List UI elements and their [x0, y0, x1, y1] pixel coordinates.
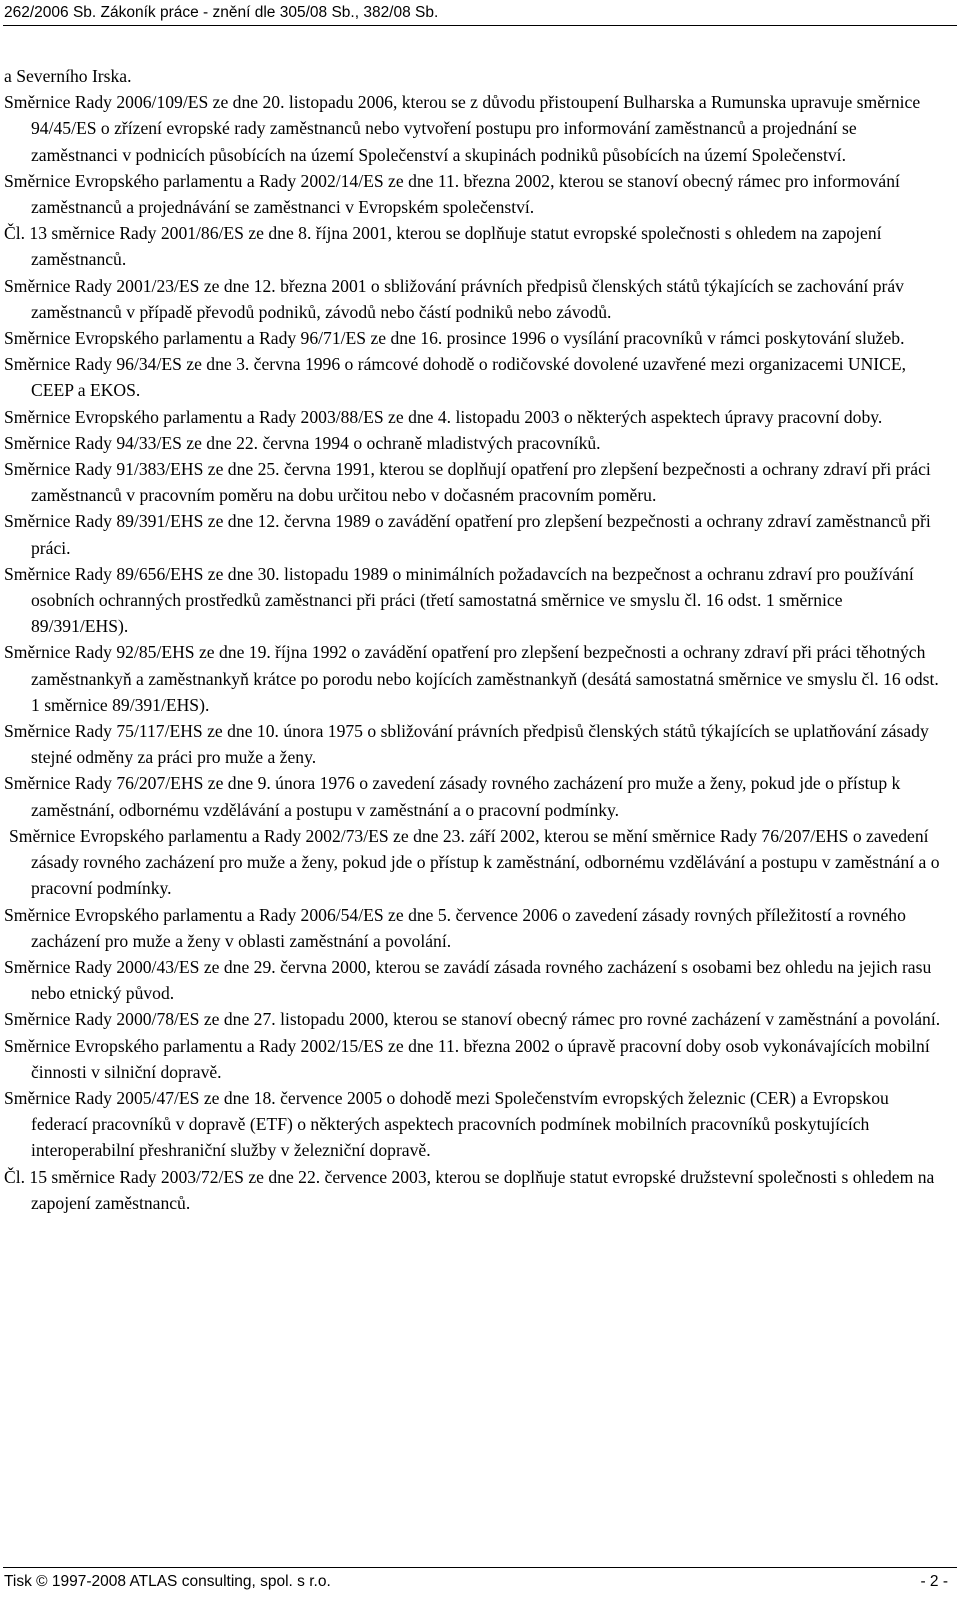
- footer-divider: [3, 1567, 957, 1568]
- list-item: Směrnice Evropského parlamentu a Rady 2003/88/ES ze dne 4. listopadu 2003 o některých aspektech úpravy pracovní doby.: [4, 406, 883, 427]
- running-header: 262/2006 Sb. Zákoník práce - znění dle 305/08 Sb., 382/08 Sb.: [4, 4, 439, 21]
- list-item: Směrnice Rady 2000/78/ES ze dne 27. listopadu 2000, kterou se stanoví obecný rámec pro rovné zacházení v zaměstnání a povolání.: [4, 1009, 941, 1030]
- list-item: Směrnice Rady 89/656/EHS ze dne 30. listopadu 1989 o minimálních požadavcích na bezpečnost a ochranu zdraví pro používání osobních ochranných prostředků zaměstnanci při práci (třetí samostatná směrnice ve smyslu čl. 16 odst. 1 směrnice 89/391/EHS).: [4, 563, 914, 637]
- list-item: Směrnice Rady 76/207/EHS ze dne 9. února 1976 o zavedení zásady rovného zacházení pro muže a ženy, pokud jde o přístup k zaměstnání, odbornému vzdělávání a postupu v zaměstnání a o pracovní podmínky.: [4, 773, 901, 820]
- document-body: [4, 63, 942, 1216]
- list-item: Směrnice Rady 94/33/ES ze dne 22. června 1994 o ochraně mladistvých pracovníků.: [4, 432, 601, 453]
- list-item: Směrnice Rady 75/117/EHS ze dne 10. února 1975 o sbližování právních předpisů členských států týkajících se uplatňování zásady stejné odměny za práci pro muže a ženy.: [4, 721, 929, 768]
- list-item: Směrnice Evropského parlamentu a Rady 2002/14/ES ze dne 11. března 2002, kterou se stanoví obecný rámec pro informování zaměstnanců a projednávání se zaměstnanci v Evropském společenství.: [4, 170, 900, 218]
- list-item: Směrnice Evropského parlamentu a Rady 96/71/ES ze dne 16. prosince 1996 o vysílání pracovníků v rámci poskytování služeb.: [4, 328, 905, 349]
- list-item: Směrnice Rady 2005/47/ES ze dne 18. července 2005 o dohodě mezi Společenstvím evropských železnic (CER) a Evropskou federací pracovníků v dopravě (ETF) o některých aspektech pracovních podmínek mobilních pracovníků poskytujících interoperabilní přeshraniční služby v železniční dopravě.: [4, 1087, 889, 1161]
- list-item: Směrnice Rady 2001/23/ES ze dne 12. března 2001 o sbližování právních předpisů členských států týkajících se zachování práv zaměstnanců v případě převodů podniků, závodů nebo částí podniků nebo závodů.: [4, 275, 904, 322]
- page-footer: [4, 1573, 948, 1591]
- list-item: Čl. 13 směrnice Rady 2001/86/ES ze dne 8. října 2001, kterou se doplňuje statut evropské společnosti s ohledem na zapojení zaměstnanců.: [4, 223, 882, 270]
- list-item: Směrnice Rady 91/383/EHS ze dne 25. června 1991, kterou se doplňují opatření pro zlepšení bezpečnosti a ochrany zdraví při práci zaměstnanců v pracovním poměru na dobu určitou nebo v dočasném pracovním poměru.: [4, 459, 931, 506]
- list-item: Čl. 15 směrnice Rady 2003/72/ES ze dne 22. července 2003, kterou se doplňuje statut evropské družstevní společnosti s ohledem na zapojení zaměstnanců.: [4, 1166, 935, 1213]
- list-item: Směrnice Rady 89/391/EHS ze dne 12. června 1989 o zavádění opatření pro zlepšení bezpečnosti a ochrany zdraví zaměstnanců při práci.: [4, 511, 931, 558]
- list-item: Směrnice Rady 96/34/ES ze dne 3. června 1996 o rámcové dohodě o rodičovské dovolené uzavřené mezi organizacemi UNICE, CEEP a EKOS.: [4, 354, 907, 401]
- list-item: Směrnice Rady 2006/109/ES ze dne 20. listopadu 2006, kterou se z důvodu přistoupení Bulharska a Rumunska upravuje směrnice 94/45/ES o zřízení evropské rady zaměstnanců nebo vytvoření postupu pro informování zaměstnanců a projednání se zaměstnanci v podnicích působících na území Společenství a skupinách podniků působících na území Společenství.: [4, 92, 921, 165]
- header-divider: [3, 25, 957, 26]
- list-item: Směrnice Rady 92/85/EHS ze dne 19. října 1992 o zavádění opatření pro zlepšení bezpečnosti a ochrany zdraví při práci těhotných zaměstnankyň a zaměstnankyň krátce po porodu nebo kojících zaměstnankyň (desátá samostatná směrnice ve smyslu čl. 16 odst. 1 směrnice 89/391/EHS).: [4, 642, 939, 715]
- list-item: a Severního Irska.: [4, 66, 132, 86]
- list-item: Směrnice Evropského parlamentu a Rady 2002/15/ES ze dne 11. března 2002 o úpravě pracovní doby osob vykonávajících mobilní činnosti v silniční dopravě.: [4, 1035, 930, 1082]
- footer-copyright: Tisk © 1997-2008 ATLAS consulting, spol. s r.o.: [4, 1573, 331, 1590]
- list-item: Směrnice Evropského parlamentu a Rady 2002/73/ES ze dne 23. září 2002, kterou se mění směrnice Rady 76/207/EHS o zavedení zásady rovného zacházení pro muže a ženy, pokud jde o přístup k zaměstnání, odbornému vzdělávání a postupu v zaměstnání a o pracovní podmínky.: [9, 825, 940, 899]
- list-item: Směrnice Rady 2000/43/ES ze dne 29. června 2000, kterou se zavádí zásada rovného zacházení s osobami bez ohledu na jejich rasu nebo etnický původ.: [4, 956, 932, 1004]
- page-number: - 2 -: [920, 1573, 948, 1590]
- list-item: Směrnice Evropského parlamentu a Rady 2006/54/ES ze dne 5. července 2006 o zavedení zásady rovných příležitostí a rovného zacházení pro muže a ženy v oblasti zaměstnání a povolání.: [4, 904, 906, 951]
